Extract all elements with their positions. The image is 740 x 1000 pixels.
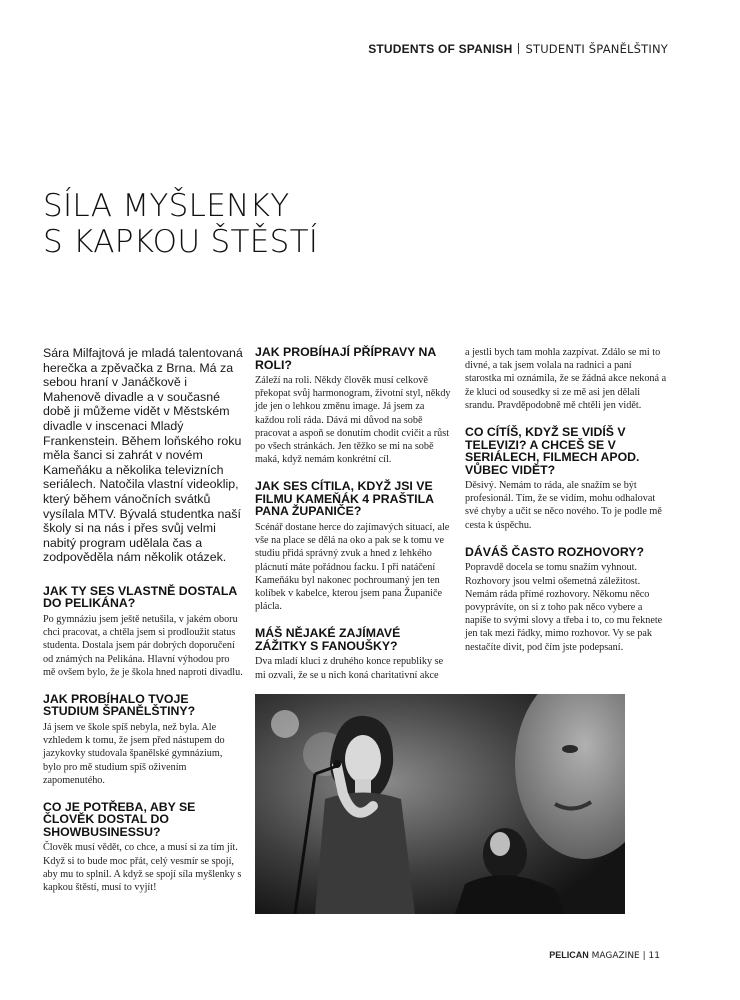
section-title-cz: STUDENTI ŠPANĚLŠTINY [525,42,668,56]
footer-separator: | [642,951,646,961]
section-header [368,42,668,56]
answer-text: Děsivý. Nemám to ráda, ale snažím se být profesionál. Tím, že se vidím, mohu odhalovat své chyby a učit se něco nového. To je podle mě cesta k úspěchu. [465,480,662,531]
footer-magazine: MAGAZINE [591,951,640,961]
section-title-en: STUDENTS OF SPANISH [368,42,513,56]
article-title-line2: S KAPKOU ŠTĚSTÍ [43,224,319,260]
column-1 [43,346,243,908]
question-heading: CO CÍTÍŠ, KDYŽ SE VIDÍŠ V TELEVIZI? A CHCEŠ SE V SERIÁLECH, FILMECH APOD. VŮBEC VIDĚT? [465,425,640,477]
answer-text: Scénář dostane herce do zajímavých situací, ale vše na place se dělá na oko a pak se k tomu ve studiu přidá správný zvuk a hned z lehkého plácnutí máte pořádnou facku. I při natáčení Kameňáku byl nakonec pochroumaný jen ten kolíbek v kabelce, kterou jsem pana Županiče plácla. [255,521,450,613]
answer-text: Záleží na roli. Někdy člověk musí celkově překopat svůj harmonogram, životní styl, někdy jde jen o lehkou změnu image. Já jsem za každou roli ráda. Dává mi důvod na sobě pracovat a aspoň se donutím chodit cvičit a růst po všech stránkách. Jen těžko se mi na sobě maká, když nemám konkrétní cíl. [255,375,451,466]
column-2 [255,346,455,696]
qa-item [255,627,455,681]
qa-item [43,693,243,787]
question-heading: JAK TY SES VLASTNĚ DOSTALA DO PELIKÁNA? [43,583,237,611]
header-divider [518,43,519,54]
answer-text-continued: a jestli bych tam mohla zazpívat. Zdálo se mi to divné, a tak jsem volala na radnici a paní starostka mi oznámila, že se žádná akce nekoná a že kluci od sousedky si ze mě asi jen dělali srandu. Pravděpodobně mě chtěli jen vidět. [465,347,667,411]
qa-item [465,426,670,532]
question-heading: MÁŠ NĚJAKÉ ZAJÍMAVÉ ZÁŽITKY S FANOUŠKY? [255,626,401,653]
answer-text: Člověk musí vědět, co chce, a musí si za tím jít. Když si to bude moc přát, celý vesmír se spojí, aby mu to splnil. A když se spojí síla myšlenky s kapkou štěstí, musí to vyjít! [43,842,242,894]
intro-paragraph: Sára Milfajtová je mladá talentovaná herečka a zpěvačka z Brna. Má za sebou hraní v Janáčkově i Mahenově divadle a v současné době ji můžeme vidět v Městském divadle v inscenaci Mladý Frankenstein. Během loňského roku měla šanci si zahrát v novém Kameňáku a několika televizních seriálech. Natočila vlastní videoklip, který během vánočních svátků vysílala MTV. Bývalá studentka naší školy si na nás i přes svůj velmi nabitý program udělala čas a zodpověděla nám několik otázek. [43,346,243,565]
answer-text: Po gymnáziu jsem ještě netušila, v jakém oboru chci pracovat, a chtěla jsem si prodloužit status studenta. Dostala jsem pár dobrých doporučení od známých na Pelikána. Hlavní výhodou pro mě ovšem bylo, že je škola hned naproti divadlu. [43,613,243,678]
question-heading: DÁVÁŠ ČASTO ROZHOVORY? [465,544,645,559]
qa-item [255,346,455,466]
qa-item [255,480,455,613]
question-heading: CO JE POTŘEBA, ABY SE ČLOVĚK DOSTAL DO SHOWBUSINESSU? [43,799,196,839]
footer-brand: PELICAN [549,950,589,960]
page-number: 11 [648,951,660,961]
qa-item [465,546,670,654]
article-title-line1: SÍLA MYŠLENKY [43,188,290,224]
qa-item [43,585,243,679]
question-heading: JAK PROBÍHALO TVOJE STUDIUM ŠPANĚLŠTINY? [43,691,196,719]
answer-text: Popravdě docela se tomu snažím vyhnout. Rozhovory jsou velmi ošemetná záležitost. Nemám ráda přímé rozhovory. Někomu něco povyprávíte, on si z toho pak něco vybere a napíše to svými slovy a třeba i to, co mu řeknete jen tak mezi řádky, mimo rozhovor. Vy se pak nestačíte divit, pod čím jste podepsaní. [465,562,663,653]
singer-photo-image [255,694,625,914]
column-3 [465,346,670,668]
article-title [43,188,318,260]
page-footer [549,950,660,961]
question-heading: JAK SES CÍTILA, KDYŽ JSI VE FILMU KAMEŇÁK 4 PRAŠTILA PANA ŽUPANIČE? [255,479,434,519]
qa-item [43,801,243,894]
answer-text: Já jsem ve škole spíš nebyla, než byla. Ale vzhledem k tomu, že jsem před nástupem do jazykovky studovala španělské gymnázium, bylo pro mě studium spíš oživením zapomenutého. [43,721,225,786]
question-heading: JAK PROBÍHAJÍ PŘÍPRAVY NA ROLI? [255,345,436,372]
singer-photo [255,694,625,914]
answer-text: Dva mladí kluci z druhého konce republiky se mi ozvali, že se u nich koná charitativní akce [255,656,444,681]
